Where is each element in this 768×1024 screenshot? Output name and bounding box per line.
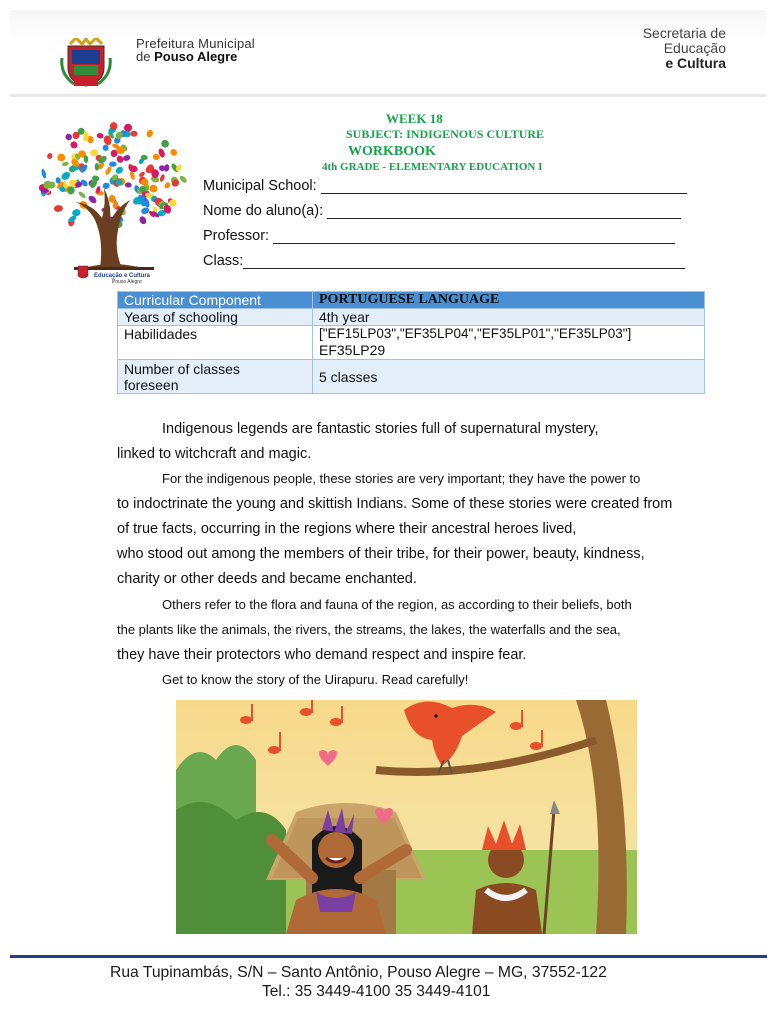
hand-print — [140, 206, 150, 215]
secretaria-label: Secretaria de Educação e Cultura — [642, 25, 726, 71]
workbook-title: WORKBOOK — [348, 144, 436, 159]
hand-print — [94, 163, 99, 171]
prefeitura-name: Prefeitura Municipal — [136, 36, 255, 51]
hand-print — [125, 182, 132, 188]
subject-title: SUBJECT: INDIGENOUS CULTURE — [346, 127, 545, 141]
hand-print — [64, 133, 73, 142]
paragraph-line: of true facts, occurring in the regions where their ancestral heroes lived, — [117, 521, 577, 537]
hand-print — [163, 181, 171, 189]
hand-print — [159, 174, 166, 183]
hand-print — [54, 205, 63, 212]
paragraph-line: linked to witchcraft and magic. — [117, 446, 312, 462]
week-title: WEEK 18 — [386, 111, 443, 126]
hand-print — [152, 153, 160, 160]
table-row — [118, 326, 705, 360]
footer-address: Rua Tupinambás, S/N – Santo Antônio, Pouso Alegre – MG, 37552-122 — [110, 964, 607, 981]
table-cell-label: Curricular Component — [118, 292, 313, 309]
logo-caption-3: Pouso Alegre — [112, 279, 142, 285]
paragraph-line: Get to know the story of the Uirapuru. Read carefully! — [162, 672, 469, 687]
class-blank[interactable] — [243, 255, 685, 269]
hand-print — [163, 164, 170, 172]
logo-caption-1: Secretaria de — [110, 266, 140, 272]
paragraph-line: charity or other deeds and became enchanted. — [117, 571, 417, 587]
hand-print — [102, 182, 110, 189]
secretaria-crest-icon — [78, 266, 88, 278]
grade-title: 4th GRADE - ELEMENTARY EDUCATION I — [322, 161, 543, 173]
hand-print — [71, 208, 81, 217]
table-cell-value: 4th year — [313, 309, 705, 326]
hand-print — [102, 144, 109, 151]
table-cell-value: ["EF15LP03","EF35LP04","EF35LP01","EF35LP03"] EF35LP29 — [313, 326, 705, 360]
hand-print — [60, 170, 72, 181]
paragraph-line: who stood out among the members of their tribe, for their power, beauty, kindness, — [117, 546, 645, 562]
logo-caption-2: Educação e Cultura — [94, 273, 151, 279]
prefeitura-city: de Pouso Alegre — [136, 49, 238, 64]
education-tree-logo — [34, 118, 190, 288]
table-row — [118, 309, 705, 326]
school-blank[interactable] — [321, 180, 687, 194]
hand-print — [62, 161, 69, 166]
student-field: Nome do aluno(a): — [203, 203, 681, 219]
hand-print — [114, 165, 124, 175]
curricular-info-table — [117, 291, 705, 394]
hand-print — [78, 191, 87, 200]
table-cell-label: Habilidades — [118, 326, 313, 360]
hand-print — [130, 131, 137, 137]
hand-print — [115, 154, 124, 164]
hand-print — [146, 129, 155, 138]
paragraph-line: For the indigenous people, these stories are very important; they have the power to — [162, 471, 641, 486]
hand-print — [46, 152, 53, 159]
paragraph-line: Others refer to the flora and fauna of the region, as according to their beliefs, both — [162, 597, 632, 612]
hand-print — [69, 140, 79, 150]
hand-print — [87, 194, 98, 204]
hand-print — [41, 168, 47, 179]
hand-print — [104, 165, 112, 175]
footer-phone: Tel.: 35 3449-4100 35 3449-4101 — [262, 983, 491, 1000]
hand-print — [160, 138, 171, 149]
hand-print — [109, 162, 117, 167]
table-row — [118, 360, 705, 394]
paragraph-line: the plants like the animals, the rivers, the streams, the lakes, the waterfalls and the sea, — [117, 622, 621, 637]
table-row — [118, 292, 705, 309]
table-cell-value: PORTUGUESE LANGUAGE — [313, 292, 705, 309]
hand-print — [148, 183, 159, 194]
city-crest-icon — [60, 38, 112, 88]
table-cell-label: Number of classes foreseen — [118, 360, 313, 394]
class-field: Class: — [203, 253, 685, 269]
footer-divider — [10, 955, 767, 958]
professor-blank[interactable] — [273, 230, 675, 244]
school-field: Municipal School: — [203, 178, 687, 194]
student-blank[interactable] — [327, 205, 681, 219]
hand-print — [56, 152, 67, 162]
paragraph-line: they have their protectors who demand respect and inspire fear. — [117, 647, 527, 663]
hand-print — [138, 215, 148, 225]
hand-print — [169, 148, 178, 157]
table-cell-value: 5 classes — [313, 360, 705, 394]
paragraph-line: Indigenous legends are fantastic stories full of supernatural mystery, — [162, 421, 599, 437]
table-cell-label: Years of schooling — [118, 309, 313, 326]
hand-print — [96, 132, 104, 139]
professor-field: Professor: — [203, 228, 675, 244]
uirapuru-illustration — [176, 700, 637, 934]
paragraph-line: to indoctrinate the young and skittish Indians. Some of these stories were created from — [117, 496, 673, 512]
hand-print — [178, 175, 188, 184]
hand-print — [122, 154, 131, 162]
